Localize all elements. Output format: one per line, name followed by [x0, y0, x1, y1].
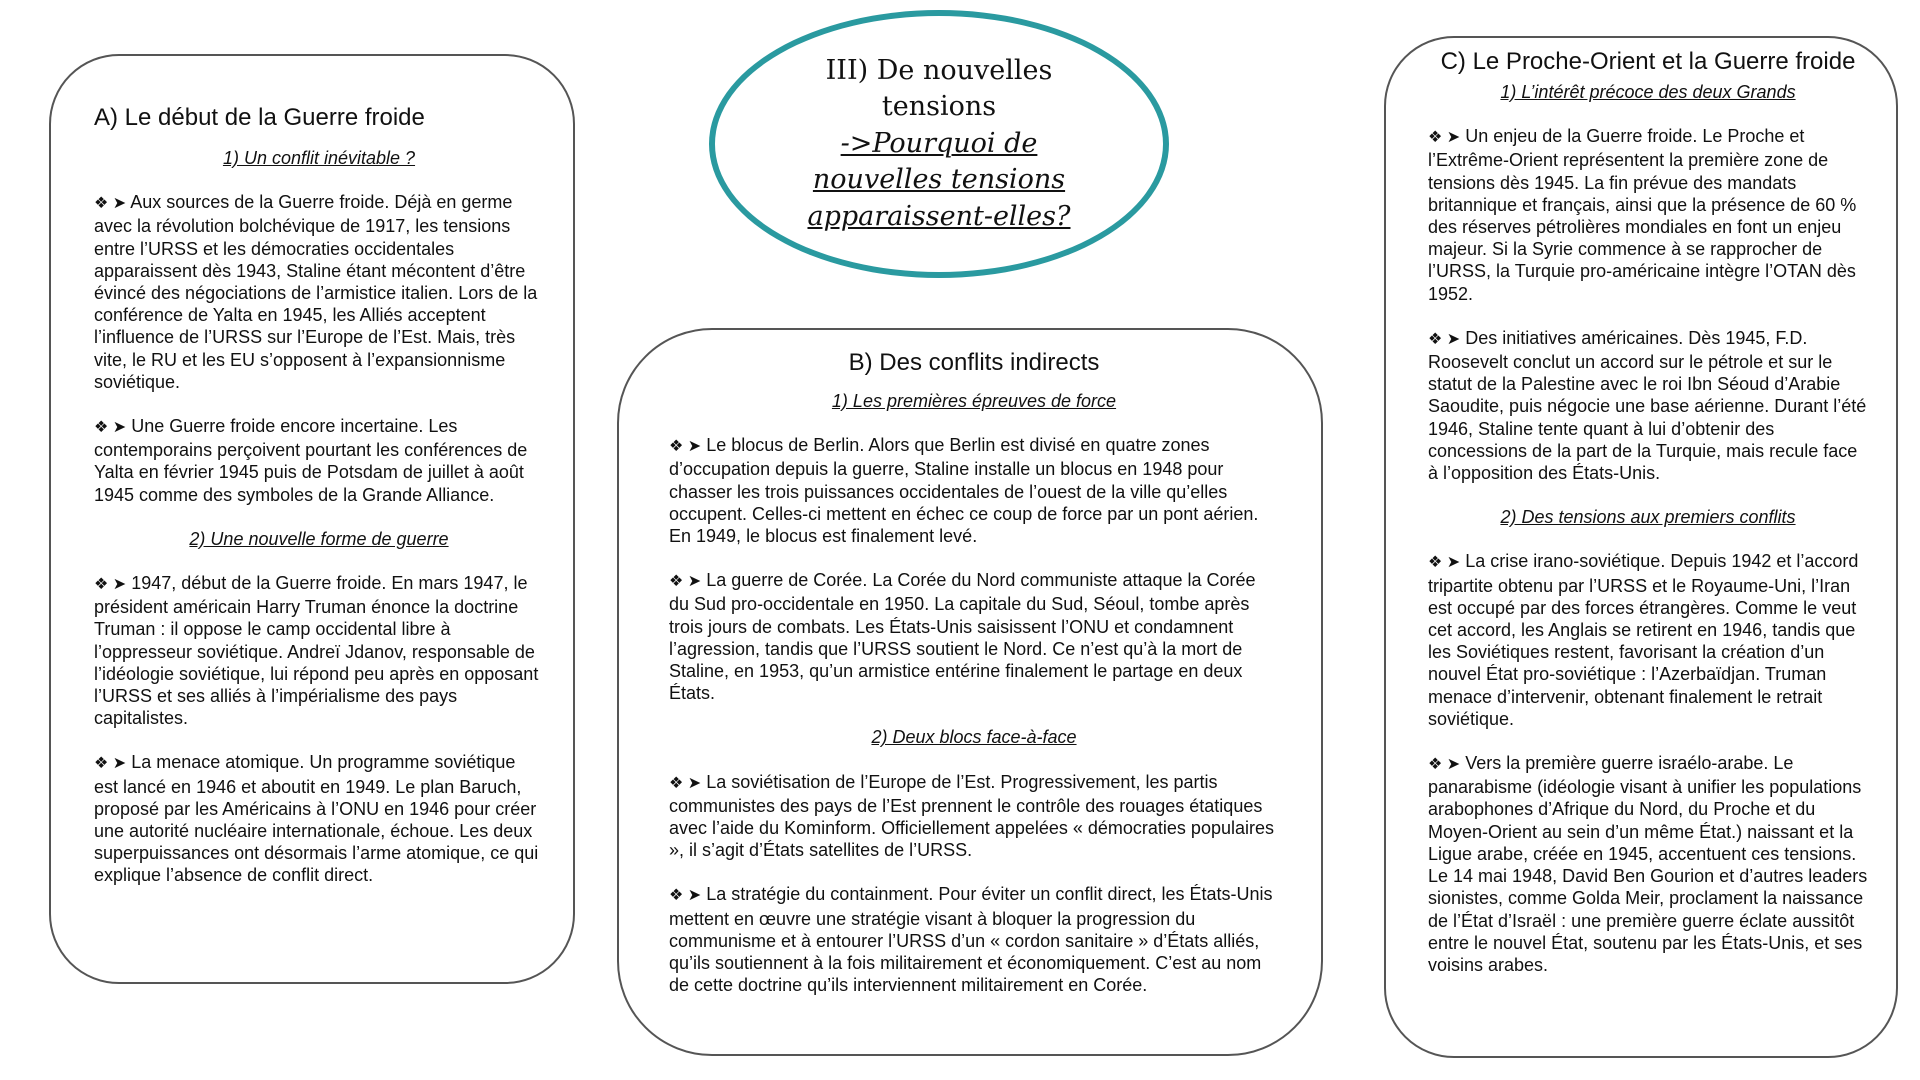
section-b-paragraph-3 — [669, 771, 1279, 862]
section-b-content — [669, 348, 1279, 1018]
section-b-title: B) Des conflits indirects — [848, 349, 1100, 376]
bullet-icon: ❖ ➤ — [94, 576, 127, 594]
paragraph-text: Un enjeu de la Guerre froide. Le Proche et l’Extrême-Orient représentent la première zone de tensions dès 1945. La fin prévue des mandats britannique et français, ainsi que la présence de 60 % des réserves pétrolières mondiales en font un enjeu majeur. Si la Syrie commence à se rapprocher de l’URSS, la Turquie pro-américaine intègre l’OTAN dès 1952. — [1428, 126, 1857, 304]
bullet-icon: ❖ ➤ — [1428, 756, 1461, 774]
section-c-paragraph-2 — [1428, 327, 1868, 484]
bullet-icon: ❖ ➤ — [1428, 129, 1461, 147]
paragraph-text: Vers la première guerre israélo-arabe. Le panarabisme (idéologie visant à unifier les populations arabophones d’Afrique du Nord, du Proche et du Moyen-Orient au sein d’un même État.) naissant et la Ligue arabe, créée en 1945, accentuent ces tensions. Le 14 mai 1948, David Ben Gourion et d’autres leaders sionistes, comme Golda Meir, proclament la naissance de l’État d’Israël : une première guerre éclate aussitôt entre le nouvel État, soutenu par les États-Unis, et ses voisins arabes. — [1428, 753, 1868, 975]
paragraph-text: La soviétisation de l’Europe de l’Est. Progressivement, les partis communistes des pays de l’Est prennent le contrôle des rouages étatiques avec l’aide du Kominform. Officiellement appelées « démocraties populaires », il s’agit d’États satellites de l’URSS. — [669, 771, 1274, 861]
section-c-subtitle-1: 1) L’intérêt précoce des deux Grands — [1500, 82, 1796, 102]
central-question-oval — [709, 10, 1169, 278]
paragraph-text: Le blocus de Berlin. Alors que Berlin est divisé en quatre zones d’occupation depuis la guerre, Staline installe un blocus en 1948 pour chasser les trois puissances occidentales de l’ouest de la ville qu’elles occupent. Celles-ci mettent en échec ce coup de force par un pont aérien. En 1949, le blocus est finalement levé. — [669, 435, 1259, 547]
section-a-card — [49, 54, 575, 984]
paragraph-text: Aux sources de la Guerre froide. Déjà en germe avec la révolution bolchévique de 1917, les tensions entre l’URSS et les démocraties occidentales apparaissent dès 1943, Staline étant mécontent d’être évincé des négociations de l’armistice italien. Lors de la conférence de Yalta en 1945, les Alliés acceptent l’influence de l’URSS sur l’Europe de l’Est. Mais, très vite, le RU et les EU s’opposent à l’expansionnisme soviétique. — [94, 192, 538, 392]
paragraph-text: 1947, début de la Guerre froide. En mars 1947, le président américain Harry Truman énonce la doctrine Truman : il oppose le camp occidental libre à l’oppresseur soviétique. Andreï Jdanov, responsable de l’idéologie soviétique, lui répond peu après en opposant l’URSS et ses alliés à l’impérialisme des pays capitalistes. — [94, 573, 539, 729]
central-title-line-1: III) De nouvelles — [825, 54, 1053, 86]
bullet-icon: ❖ ➤ — [669, 887, 702, 905]
section-a-title: A) Le début de la Guerre froide — [94, 104, 425, 131]
section-a-paragraph-1 — [94, 191, 544, 393]
section-b-paragraph-1 — [669, 434, 1279, 547]
paragraph-text: La stratégie du containment. Pour éviter un conflit direct, les États-Unis mettent en œuvre une stratégie visant à bloquer la progression du communisme et à entourer l’URSS d’un « cordon sanitaire » d’États alliés, qu’ils soutiennent à la fois militairement et économiquement. C’est au nom de cette doctrine qu’ils interviennent militairement en Corée. — [669, 884, 1273, 996]
section-c-paragraph-3 — [1428, 550, 1868, 730]
section-b-subtitle-1: 1) Les premières épreuves de force — [831, 391, 1117, 411]
central-title-line-2: tensions — [881, 91, 997, 123]
paragraph-text: La crise irano-soviétique. Depuis 1942 et l’accord tripartite obtenu par l’URSS et le Royaume-Uni, l’Iran est occupé par des forces étrangères. Comme le veut cet accord, les Anglais se retirent en 1946, tandis que les Soviétiques restent, favorisant la création d’un nouvel État pro-soviétique : l’Azerbaïdjan. Truman menace d’intervenir, obtenant finalement le retrait soviétique. — [1428, 551, 1859, 729]
section-a-content — [94, 103, 544, 909]
paragraph-text: Des initiatives américaines. Dès 1945, F.D. Roosevelt conclut un accord sur le pétrole et sur le statut de la Palestine avec le roi Ibn Séoud d’Arabie Saoudite, puis négocie une base aérienne. Durant l’été 1946, Staline tente quant à lui d’obtenir des concessions de la part de la Turquie, mais recule face à l’opposition des États-Unis. — [1428, 327, 1867, 484]
central-question-line-3: apparaissent-elles? — [807, 200, 1071, 232]
section-b-subtitle-2: 2) Deux blocs face-à-face — [871, 727, 1077, 748]
central-question-line-1: ->Pourquoi de — [840, 127, 1038, 159]
section-a-paragraph-2 — [94, 415, 544, 506]
paragraph-text: La guerre de Corée. La Corée du Nord communiste attaque la Corée du Sud pro-occidentale en 1950. La capitale du Sud, Séoul, tombe après trois jours de combats. Les États-Unis saisissent l’ONU et condamnent l’agression, tandis que l’URSS soutient le Nord. Ce n’est qu’à la mort de Staline, en 1953, qu’un armistice entérine finalement le partage en deux États. — [669, 570, 1256, 704]
bullet-icon: ❖ ➤ — [94, 419, 127, 437]
section-c-paragraph-4 — [1428, 752, 1868, 976]
section-a-paragraph-4 — [94, 751, 544, 886]
section-a-subtitle-2: 2) Une nouvelle forme de guerre — [189, 528, 449, 549]
section-a-paragraph-3 — [94, 572, 544, 729]
bullet-icon: ❖ ➤ — [669, 438, 702, 456]
section-c-content — [1428, 47, 1868, 998]
bullet-icon: ❖ ➤ — [669, 774, 702, 792]
paragraph-text: Une Guerre froide encore incertaine. Les contemporains perçoivent pourtant les conférences de Yalta en février 1945 puis de Potsdam de juillet à août 1945 comme des symboles de la Grande Alliance. — [94, 416, 528, 505]
bullet-icon: ❖ ➤ — [94, 195, 127, 213]
section-a-subtitle-1: 1) Un conflit inévitable ? — [222, 148, 416, 168]
central-question-line-2: nouvelles tensions — [812, 164, 1066, 196]
section-c-title: C) Le Proche-Orient et la Guerre froide — [1440, 48, 1856, 75]
bullet-icon: ❖ ➤ — [94, 755, 127, 773]
bullet-icon: ❖ ➤ — [1428, 554, 1461, 572]
section-b-card — [617, 328, 1323, 1056]
section-c-paragraph-1 — [1428, 125, 1868, 305]
section-c-subtitle-2: 2) Des tensions aux premiers conflits — [1500, 507, 1796, 528]
bullet-icon: ❖ ➤ — [1428, 330, 1461, 348]
paragraph-text: La menace atomique. Un programme soviétique est lancé en 1946 et aboutit en 1949. Le plan Baruch, proposé par les Américains à l’ONU en 1946 pour créer une autorité nucléaire internationale, échoue. Les deux superpuissances ont désormais l’arme atomique, ce qui explique l’absence de conflit direct. — [94, 752, 539, 886]
section-b-paragraph-4 — [669, 883, 1279, 996]
section-b-paragraph-2 — [669, 569, 1279, 704]
bullet-icon: ❖ ➤ — [669, 573, 702, 591]
section-c-card — [1384, 36, 1898, 1058]
